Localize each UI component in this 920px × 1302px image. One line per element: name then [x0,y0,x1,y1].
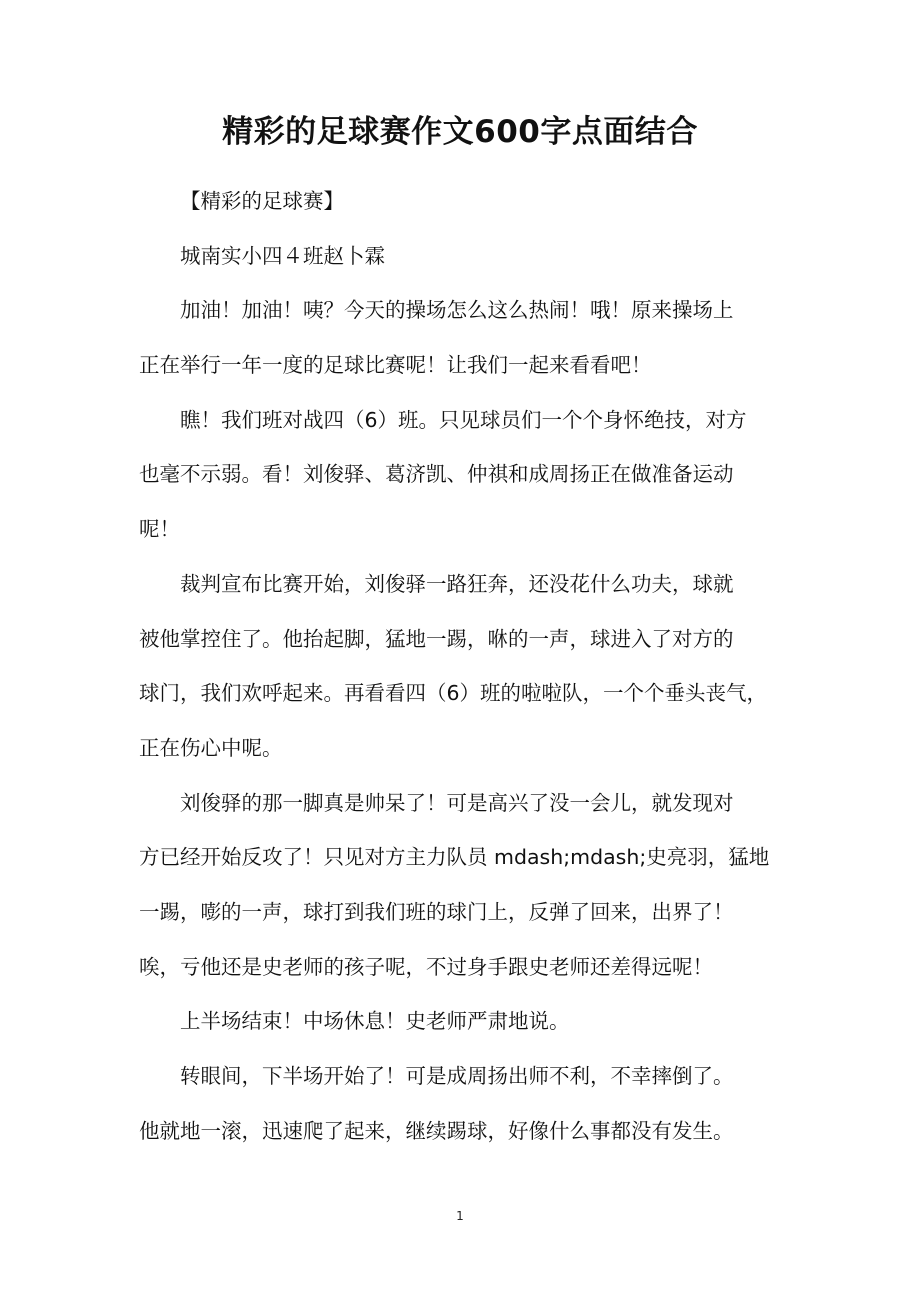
text-line: 一踢，嘭的一声，球打到我们班的球门上，反弹了回来，出界了！ [139,899,734,924]
text-line: 也毫不示弱。看！刘俊驿、葛济凯、仲祺和成周扬正在做准备运动 [139,462,734,487]
text-line: 刘俊驿的那一脚真是帅呆了！可是高兴了没一会儿，就发现对 [180,790,734,815]
text-line: 方已经开始反攻了！只见对方主力队员 mdash;mdash;史亮羽，猛地 [139,845,770,870]
text-line: 【精彩的足球赛】 [180,189,344,213]
text-line: 他就地一滚，迅速爬了起来，继续踢球，好像什么事都没有发生。 [139,1118,734,1143]
text-line: 转眼间，下半场开始了！可是成周扬出师不利，不幸摔倒了。 [180,1064,734,1088]
document-title: 精彩的足球赛作文600字点面结合 [222,114,698,150]
text-line: 正在举行一年一度的足球比赛呢！让我们一起来看看吧！ [139,353,652,378]
text-line: 上半场结束！中场休息！史老师严肃地说。 [180,1009,570,1034]
text-line: 正在伤心中呢。 [139,735,283,760]
text-line: 被他掌控住了。他抬起脚，猛地一踢，咻的一声，球进入了对方的 [139,626,734,651]
text-line: 裁判宣布比赛开始，刘俊驿一路狂奔，还没花什么功夫，球就 [180,571,734,596]
text-line: 球门，我们欢呼起来。再看看四（6）班的啦啦队，一个个垂头丧气， [139,681,768,706]
page-number: 1 [456,1209,464,1223]
text-line: 唉，亏他还是史老师的孩子呢，不过身手跟史老师还差得远呢！ [139,954,713,979]
text-line: 呢！ [139,517,180,542]
document-body [139,187,799,1171]
text-line: 城南实小四４班赵卜霖 [180,243,385,268]
text-line: 瞧！我们班对战四（6）班。只见球员们一个个身怀绝技，对方 [180,407,747,432]
text-line: 加油！加油！咦？今天的操场怎么这么热闹！哦！原来操场上 [180,298,734,323]
